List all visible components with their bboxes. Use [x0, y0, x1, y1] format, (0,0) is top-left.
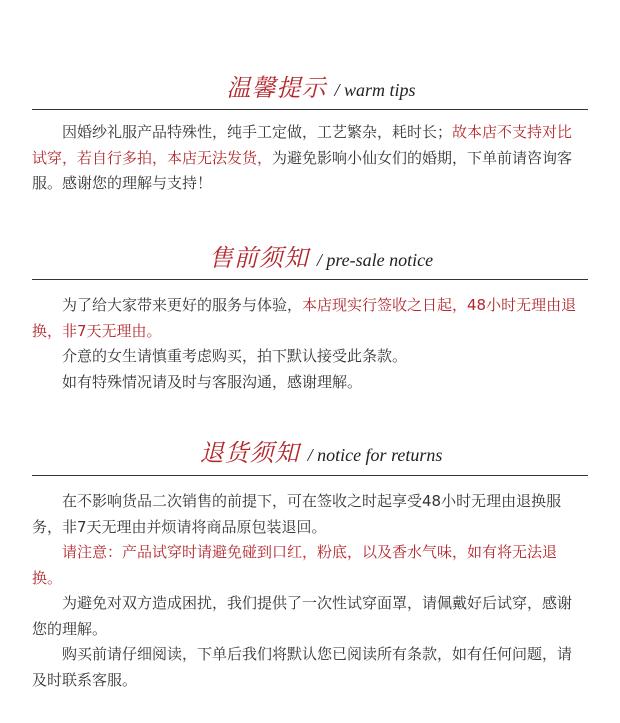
section-body [32, 120, 586, 197]
heading-title-cn: 退货须知 [199, 439, 300, 467]
heading-title-cn: 售前须知 [208, 244, 309, 272]
section-heading [32, 433, 588, 473]
paragraph [32, 370, 586, 396]
paragraph [32, 120, 586, 197]
heading-title-cn: 温馨提示 [226, 74, 327, 102]
text-run-highlight: 故本店不支持对比试穿，若自行多拍，本店无法发货， [32, 123, 573, 167]
heading-divider [32, 279, 588, 280]
text-run: 购买前请仔细阅读，下单后我们将默认您已阅读所有条款，如有任何问题，请及时联系客服。 [32, 645, 573, 689]
section-body [32, 293, 586, 395]
section-heading [32, 68, 588, 108]
text-run: 如有特殊情况请及时与客服沟通，感谢理解。 [62, 372, 363, 391]
paragraph [32, 642, 586, 693]
text-run-highlight: 请注意：产品试穿时请避免碰到口红，粉底，以及香水气味，如有将无法退换。 [32, 543, 558, 587]
section-heading [32, 238, 588, 278]
paragraph [32, 293, 586, 344]
heading-title-en: / notice for returns [307, 445, 443, 465]
text-run: 为了给大家带来更好的服务与体验， [62, 296, 303, 314]
text-run: 介意的女生请慎重考虑购买，拍下默认接受此条款。 [62, 347, 408, 365]
paragraph [32, 489, 586, 540]
paragraph [32, 344, 586, 370]
text-run-highlight: 本店现实行签收之日起，48小时无理由退换，非7天无理由。 [32, 296, 577, 340]
heading-title-en: / warm tips [334, 80, 416, 100]
text-run: 为避免对双方造成困扰，我们提供了一次性试穿面罩，请佩戴好后试穿，感谢您的理解。 [32, 594, 573, 638]
section-body [32, 489, 586, 693]
text-run: 为避免影响小仙女们的婚期，下单前请咨询客服。感谢您的理解与支持！ [32, 148, 573, 192]
heading-divider [32, 475, 588, 476]
heading-divider [32, 109, 588, 110]
text-run: 因婚纱礼服产品特殊性，纯手工定做，工艺繁杂，耗时长； [62, 123, 453, 141]
heading-title-en: / pre-sale notice [316, 250, 434, 270]
paragraph [32, 540, 586, 591]
paragraph [32, 591, 586, 642]
text-run: 在不影响货品二次销售的前提下，可在签收之时起享受48小时无理由退换服务，非7天无理由并烦请将商品原包装退回。 [32, 492, 562, 536]
